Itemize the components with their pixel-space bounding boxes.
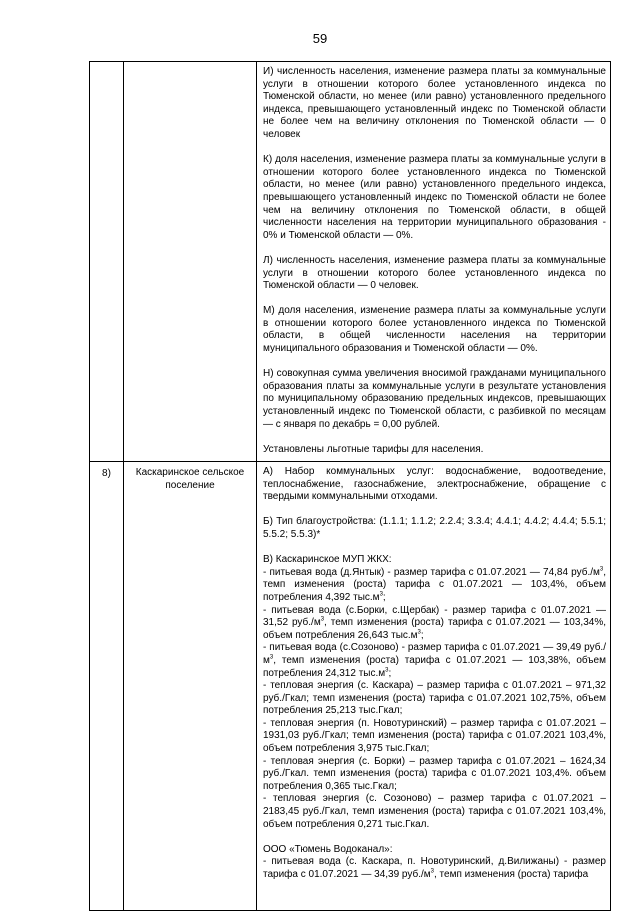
row-name-cell bbox=[124, 62, 257, 462]
paragraph: Н) совокупная сумма увеличения вносимой гражданами муниципального образования платы за коммунальные услуги в результате установления по муниципальному образованию предельных индексов, превышающих установленный индекс по Тюменской области, с разбивкой по месяцам — с января по декабрь = 0,00 рублей. bbox=[263, 368, 606, 430]
paragraph: - питьевая вода (с. Каскара, п. Новотуринский, д.Вилижаны) - размер тарифа с 01.07.2021 — 34,39 $руб./м^3$, темп изменения (роста) тарифа bbox=[263, 856, 606, 880]
paragraph: - тепловая энергия (п. Новотуринский) – размер тарифа с 01.07.2021 – 1931,03 руб./Гкал; темп изменения (роста) тарифа с 01.07.2021 103,4%, объем потребления 3,975 тыс.Гкал; bbox=[263, 717, 606, 755]
table-row bbox=[90, 62, 611, 462]
paragraph: - тепловая энергия (с. Созоново) – размер тарифа с 01.07.2021 – 2183,45 руб./Гкал, темп изменения (роста) тарифа с 01.07.2021 103,4%, объем потребления 0,271 тыс.Гкал. bbox=[263, 793, 606, 830]
row-content-cell bbox=[257, 62, 611, 462]
paragraph: - питьевая вода (с.Борки, с.Щербак) - размер тарифа с 01.07.2021 — 31,52 $руб./м^3$, темп изменения (роста) тарифа с 01.07.2021 — 103,34%, объем потребления 26,643 $тыс.м^3$; bbox=[263, 604, 607, 641]
paragraph: А) Набор коммунальных услуг: водоснабжение, водоотведение, теплоснабжение, газоснабжение, электроснабжение, обращение с твердыми коммунальными отходами. bbox=[263, 466, 606, 503]
paragraph: - питьевая вода (с.Созоново) - размер тарифа с 01.07.2021 — 39,49 $руб./м^3$, темп изменения (роста) тарифа с 01.07.2021 — 103,38%, объем потребления 24,312 $тыс.м^3$; bbox=[263, 642, 606, 679]
paragraph: М) доля населения, изменение размера платы за коммунальные услуги в отношении которого более установленного индекса по Тюменской области, в общей численности населения на территории муниципального образования и Тюменской области — 0%. bbox=[263, 305, 606, 355]
page-number: 59 bbox=[312, 31, 328, 46]
row-content-cell bbox=[257, 462, 611, 911]
municipal-tariff-table bbox=[89, 61, 611, 911]
paragraph: Б) Тип благоустройства: (1.1.1; 1.1.2; 2.2.4; 3.3.4; 4.4.1; 4.4.2; 4.4.4; 5.5.1; 5.5.2; 5.5.3)* bbox=[263, 516, 606, 540]
paragraph: Л) численность населения, изменение размера платы за коммунальные услуги в отношении которого более установленного индекса по Тюменской области — 0 человек. bbox=[263, 254, 606, 292]
paragraph: - тепловая энергия (с. Борки) – размер тарифа с 01.07.2021 – 1624,34 руб./Гкал. темп изменения (роста) тарифа с 01.07.2021 103,4%. объем потребления 0,365 тыс.Гкал; bbox=[263, 755, 606, 792]
row-number-cell bbox=[90, 62, 124, 462]
paragraph: - питьевая вода (д.Янтык) - размер тарифа с 01.07.2021 — 74,84 $руб./м^3$, темп изменения (роста) тарифа с 01.07.2021 — 103,4%, объем потребления 4,392 $тыс.м^3$; bbox=[263, 566, 606, 603]
municipality-name: Каскаринское сельское поселение bbox=[124, 462, 257, 911]
paragraph: В) Каскаринское МУП ЖКХ: bbox=[263, 554, 392, 566]
table-row bbox=[90, 462, 611, 911]
paragraph: - тепловая энергия (с. Каскара) – размер тарифа с 01.07.2021 – 971,32 руб./Гкал; темп изменения (роста) тарифа с 01.07.2021 102,75%, объем потребления 25,213 тыс.Гкал; bbox=[263, 680, 606, 717]
paragraph: И) численность населения, изменение размера платы за коммунальные услуги в отношении которого более установленного индекса по Тюменской области, но менее (или равно) установленного предельного индекса, превышающего установленный индекс по Тюменской области не более чем на величину отклонения по Тюменской области — 0 человек bbox=[263, 66, 606, 140]
row-number: 8) bbox=[90, 462, 124, 911]
paragraph: К) доля населения, изменение размера платы за коммунальные услуги в отношении которого более установленного индекса по Тюменской области, но менее (или равно) установленного предельного индекса, превышающего установленный индекс по Тюменской области не более чем на величину отклонения по Тюменской области, в общей численности населения на территории муниципального образования - 0% и Тюменской области — 0%. bbox=[263, 154, 606, 241]
paragraph: ООО «Тюмень Водоканал»: bbox=[263, 843, 393, 855]
paragraph: Установлены льготные тарифы для населения. bbox=[263, 443, 484, 455]
